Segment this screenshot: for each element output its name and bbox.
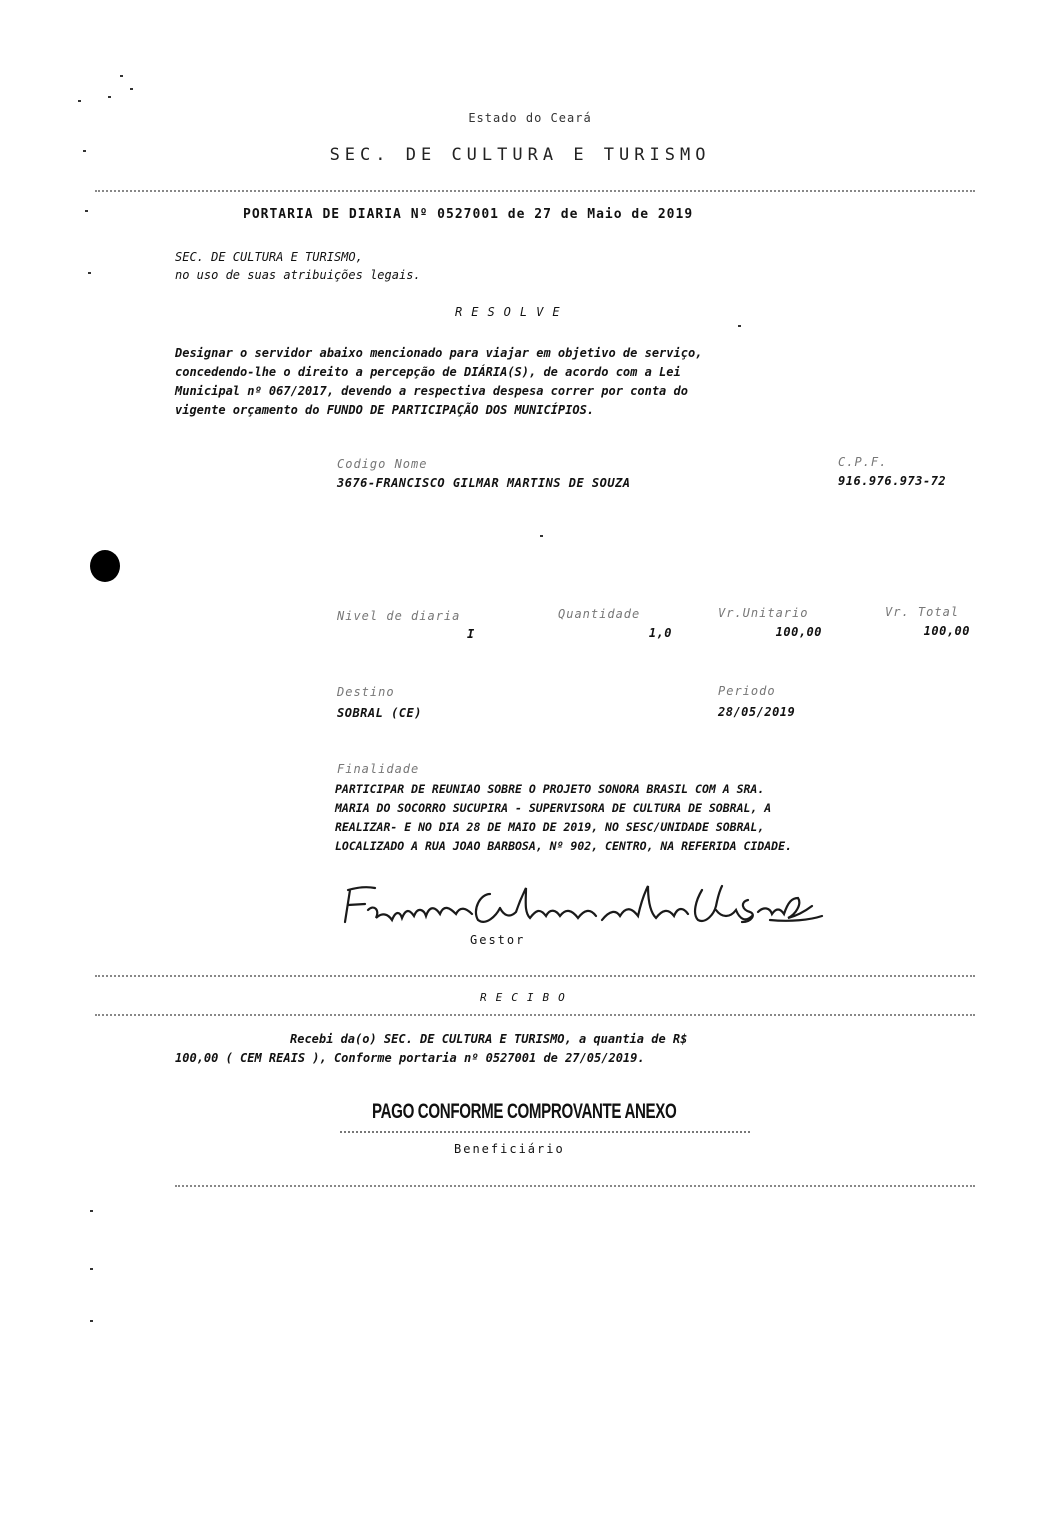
- label-cpf: C.P.F.: [838, 455, 888, 469]
- preamble: no uso de suas atribuições legais.: [175, 268, 421, 282]
- beneficiario-label: Beneficiário: [454, 1142, 565, 1156]
- servidor-cpf: 916.976.973-72: [838, 474, 947, 488]
- gestor-signature: [340, 880, 825, 932]
- recibo-line: 100,00 ( CEM REAIS ), Conforme portaria nº 0527001 de 27/05/2019.: [175, 1051, 645, 1065]
- nivel-value: I: [467, 627, 475, 641]
- ink-blot: [90, 550, 120, 582]
- finalidade-line: PARTICIPAR DE REUNIAO SOBRE O PROJETO SONORA BRASIL COM A SRA.: [335, 782, 765, 796]
- divider: [175, 1185, 975, 1187]
- unitario-value: 100,00: [775, 625, 822, 639]
- scan-speck: [738, 325, 741, 327]
- recibo-heading: RECIBO: [480, 991, 574, 1004]
- quantidade-value: 1,0: [648, 626, 672, 640]
- label-periodo: Periodo: [718, 684, 776, 698]
- issuer: SEC. DE CULTURA E TURISMO,: [175, 250, 363, 264]
- portaria-body: [175, 344, 875, 420]
- label-codigo-nome: Codigo Nome: [337, 457, 428, 471]
- resolve-heading: RESOLVE: [455, 305, 569, 319]
- recibo-text: [175, 1030, 825, 1068]
- scan-speck: [85, 210, 88, 212]
- periodo-value: 28/05/2019: [718, 705, 796, 719]
- label-destino: Destino: [337, 685, 395, 699]
- total-value: 100,00: [923, 624, 970, 638]
- label-unitario: Vr.Unitario: [718, 606, 809, 620]
- body-line: concedendo-lhe o direito a percepção de DIÁRIA(S), de acordo com a Lei: [175, 365, 681, 379]
- body-line: Designar o servidor abaixo mencionado para viajar em objetivo de serviço,: [175, 346, 703, 360]
- portaria-title: PORTARIA DE DIARIA Nº 0527001 de 27 de Maio de 2019: [243, 207, 694, 222]
- finalidade-text: [335, 780, 975, 856]
- divider: [95, 1014, 975, 1016]
- finalidade-line: REALIZAR- E NO DIA 28 DE MAIO DE 2019, NO SESC/UNIDADE SOBRAL,: [335, 820, 765, 834]
- divider: [95, 975, 975, 977]
- divider: [95, 190, 975, 192]
- label-finalidade: Finalidade: [337, 762, 420, 776]
- department-title: SEC. DE CULTURA E TURISMO: [329, 145, 711, 165]
- scan-speck: [108, 96, 111, 98]
- scan-speck: [90, 1268, 93, 1270]
- state-name: Estado do Ceará: [468, 111, 592, 125]
- stamp-underline: [340, 1131, 750, 1133]
- label-nivel: Nivel de diaria: [337, 609, 461, 623]
- label-quantidade: Quantidade: [558, 607, 641, 621]
- finalidade-line: LOCALIZADO A RUA JOAO BARBOSA, Nº 902, CENTRO, NA REFERIDA CIDADE.: [335, 839, 792, 853]
- scan-speck: [540, 535, 543, 537]
- scan-speck: [90, 1210, 93, 1212]
- body-line: vigente orçamento do FUNDO DE PARTICIPAÇÃO DOS MUNICÍPIOS.: [175, 403, 595, 417]
- label-total: Vr. Total: [885, 605, 960, 619]
- scan-speck: [120, 75, 123, 77]
- recibo-line: Recebi da(o) SEC. DE CULTURA E TURISMO, a quantia de R$: [290, 1032, 688, 1046]
- scan-speck: [78, 100, 81, 102]
- scan-speck: [130, 88, 133, 90]
- body-line: Municipal nº 067/2017, devendo a respectiva despesa correr por conta do: [175, 384, 688, 398]
- finalidade-line: MARIA DO SOCORRO SUCUPIRA - SUPERVISORA DE CULTURA DE SOBRAL, A: [335, 801, 772, 815]
- scan-speck: [90, 1320, 93, 1322]
- gestor-label: Gestor: [470, 933, 526, 947]
- destino-value: SOBRAL (CE): [337, 706, 422, 720]
- paid-stamp: PAGO CONFORME COMPROVANTE ANEXO: [372, 1100, 677, 1123]
- servidor-nome: 3676-FRANCISCO GILMAR MARTINS DE SOUZA: [337, 476, 631, 490]
- scan-speck: [88, 272, 91, 274]
